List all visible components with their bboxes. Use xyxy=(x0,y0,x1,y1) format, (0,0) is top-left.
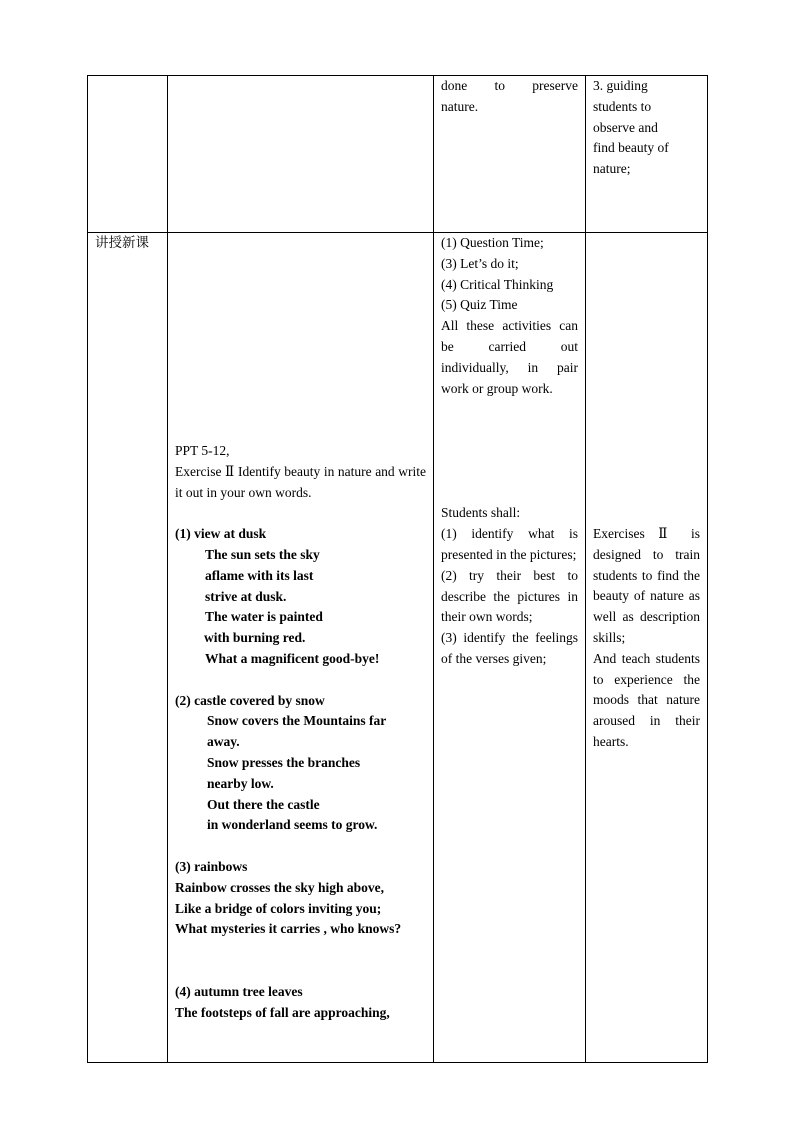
verse-line: aflame with its last xyxy=(205,567,314,583)
table-row xyxy=(88,76,708,233)
item-title: (4) autumn tree leaves xyxy=(175,983,303,999)
section-cell-empty xyxy=(88,76,168,233)
verse-line: nearby low. xyxy=(207,775,274,791)
verse-line: What mysteries it carries , who knows? xyxy=(175,921,402,937)
text-line: observe and xyxy=(593,119,658,135)
verse-line: strive at dusk. xyxy=(205,588,287,604)
item-title: (3) rainbows xyxy=(175,858,248,874)
text-line: nature. xyxy=(441,98,479,114)
verse-line: Out there the castle xyxy=(207,796,320,812)
table-row xyxy=(88,233,708,1063)
lesson-plan-table xyxy=(87,75,708,1063)
purpose-cell xyxy=(586,233,708,1063)
activity-cell xyxy=(434,76,586,233)
students-intro: Students shall: xyxy=(441,505,521,521)
verse-line: Like a bridge of colors inviting you; xyxy=(175,900,382,916)
verse-line: with burning red. xyxy=(204,630,306,646)
verse-line: The water is painted xyxy=(205,609,323,625)
purpose-text: Exercises Ⅱ is designed to train students to find the beauty of nature as well as description skills; xyxy=(593,526,700,645)
text-line: students to xyxy=(593,98,652,114)
activity-note: All these activities can be carried out individually, in pair work or group work. xyxy=(441,318,578,396)
verse-line: The footsteps of fall are approaching, xyxy=(175,1004,390,1020)
exercise-instruction: Exercise Ⅱ Identify beauty in nature and write it out in your own words. xyxy=(175,463,426,500)
activity-cell xyxy=(434,233,586,1063)
verse-line: Snow presses the branches xyxy=(207,754,361,770)
text-line: nature; xyxy=(593,161,631,177)
student-task: (2) try their best to describe the pictures in their own words; xyxy=(441,567,578,625)
item-title: (2) castle covered by snow xyxy=(175,692,325,708)
text-line: find beauty of xyxy=(593,140,669,156)
student-task: (1) identify what is presented in the pictures; xyxy=(441,526,578,562)
item-title: (1) view at dusk xyxy=(175,526,267,542)
verse-line: Rainbow crosses the sky high above, xyxy=(175,879,385,895)
activity-item: (1) Question Time; xyxy=(441,235,544,250)
verse-line: What a magnificent good-bye! xyxy=(205,650,380,666)
text-line: done to preserve xyxy=(441,78,578,93)
purpose-cell xyxy=(586,76,708,233)
ppt-reference: PPT 5-12, xyxy=(175,443,230,458)
verse-line: in wonderland seems to grow. xyxy=(207,817,378,833)
student-task: (3) identify the feelings of the verses given; xyxy=(441,630,578,666)
verse-line: The sun sets the sky xyxy=(205,546,320,562)
activity-item: (5) Quiz Time xyxy=(441,297,518,313)
verse-line: away. xyxy=(207,734,240,750)
content-cell xyxy=(168,233,434,1063)
content-cell-empty xyxy=(168,76,434,233)
verse-line: Snow covers the Mountains far xyxy=(207,713,387,729)
section-label: 讲授新课 xyxy=(88,233,168,1063)
text-line: 3. guiding xyxy=(593,78,648,93)
purpose-text: And teach students to experience the moods that nature aroused in their hearts. xyxy=(593,650,700,749)
activity-item: (4) Critical Thinking xyxy=(441,276,554,292)
activity-item: (3) Let’s do it; xyxy=(441,255,519,271)
